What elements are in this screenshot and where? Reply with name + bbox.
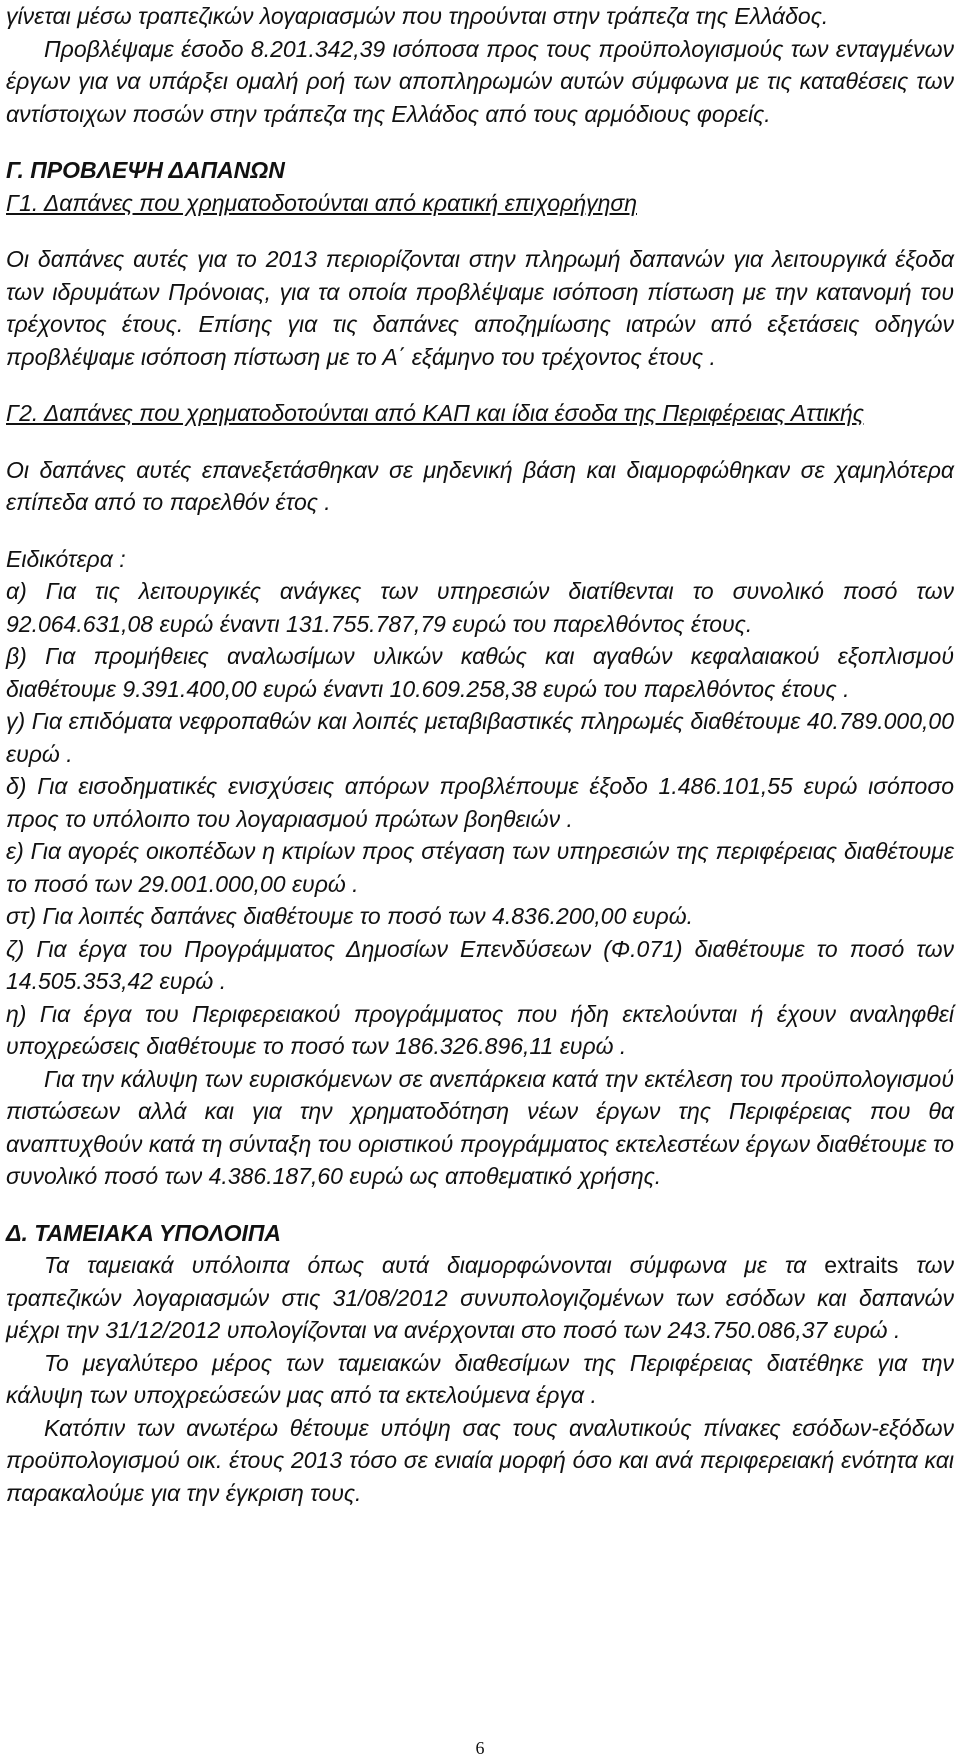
section-g-closing: Για την κάλυψη των ευρισκόμενων σε ανεπάρκεια κατά την εκτέλεση του προϋπολογισμού πιστώσεων αλλά και για την χρηματοδότηση νέων έργων της Περιφέρειας που θα αναπτυχθούν κατά τη σύνταξη του οριστικού προγράμματος εκτελεστέων έργων διαθέτουμε το συνολικό ποσό των 4.386.187,60 ευρώ ως αποθεματικό χρήσης. (6, 1065, 954, 1189)
list-item: ζ) Για έργα του Προγράμματος Δημοσίων Επενδύσεων (Φ.071) διαθέτουμε το ποσό των 14.505.353,42 ευρώ . (6, 935, 954, 994)
section-g2-text: Οι δαπάνες αυτές επανεξετάσθηκαν σε μηδενική βάση και διαμορφώθηκαν σε χαμηλότερα επίπεδα από το παρελθόν έτος . (6, 456, 954, 515)
expense-items-list (6, 575, 954, 1063)
section-d-p1-rest: των τραπεζικών λογαριασμών στις 31/08/2012 συνυπολογιζομένων των εσόδων και δαπανών μέχρι την 31/12/2012 υπολογίζονται να ανέρχονται στο ποσό των 243.750.086,37 ευρώ . (6, 1252, 954, 1343)
list-item: ε) Για αγορές οικοπέδων η κτιρίων προς στέγαση των υπηρεσιών της περιφέρειας διαθέτουμε το ποσό των 29.001.000,00 ευρώ . (6, 838, 954, 897)
section-g-title: Γ. ΠΡΟΒΛΕΨΗ ΔΑΠΑΝΩΝ (6, 157, 285, 183)
section-d-p1-start: Τα ταμειακά υπόλοιπα όπως αυτά διαμορφώνονται σύμφωνα με τα (44, 1252, 807, 1278)
list-item: η) Για έργα του Περιφερειακού προγράμματος που ήδη εκτελούνται ή έχουν αναληφθεί υποχρεώσεις διαθέτουμε το ποσό των 186.326.896,11 ευρώ . (6, 1000, 954, 1059)
list-item: β) Για προμήθειες αναλωσίμων υλικών καθώς και αγαθών κεφαλαιακού εξοπλισμού διαθέτουμε 9.391.400,00 ευρώ έναντι 10.609.258,38 ευρώ του παρελθόντος έτους . (6, 643, 954, 702)
document-page (6, 0, 954, 1509)
section-d-paragraph-1 (6, 1249, 954, 1347)
section-g1-text: Οι δαπάνες αυτές για το 2013 περιορίζονται στην πληρωμή δαπανών για λειτουργικά έξοδα των ιδρυμάτων Πρόνοιας, για τα οποία προβλέψαμε ισόποση πίστωση με την κατανομή του τρέχοντος έτους. Επίσης για τις δαπάνες αποζημίωσης ιατρών από εξετάσεις οδηγών προβλέψαμε ισόποση πίστωση με το Α΄ εξάμηνο του τρέχοντος έτους . (6, 246, 954, 370)
extraits-word: extraits (824, 1252, 899, 1278)
list-item: στ) Για λοιπές δαπάνες διαθέτουμε το ποσό των 4.836.200,00 ευρώ. (6, 903, 693, 929)
section-g2-title: Γ2. Δαπάνες που χρηματοδοτούνται από ΚΑΠ και ίδια έσοδα της Περιφέρειας Αττικής (6, 400, 864, 426)
section-d-paragraph-2: Το μεγαλύτερο μέρος των ταμειακών διαθεσίμων της Περιφέρειας διατέθηκε για την κάλυψη των υποχρεώσεών μας από τα εκτελούμενα έργα . (6, 1349, 954, 1408)
intro-paragraph-2: Προβλέψαμε έσοδο 8.201.342,39 ισόποσα προς τους προϋπολογισμούς των ενταγμένων έργων για να υπάρξει ομαλή ροή των αποπληρωμών αυτών σύμφωνα με τις καταθέσεις των αντίστοιχων ποσών στην τράπεζα της Ελλάδος από τους αρμόδιους φορείς. (6, 35, 954, 127)
section-g1-title: Γ1. Δαπάνες που χρηματοδοτούνται από κρατική επιχορήγηση (6, 189, 637, 216)
list-item: γ) Για επιδόματα νεφροπαθών και λοιπές μεταβιβαστικές πληρωμές διαθέτουμε 40.789.000,00 ευρώ . (6, 708, 954, 767)
specific-label: Ειδικότερα : (6, 545, 126, 572)
list-item: δ) Για εισοδηματικές ενισχύσεις απόρων προβλέπουμε έξοδο 1.486.101,55 ευρώ ισόποσο προς το υπόλοιπο του λογαριασμού πρώτων βοηθειών . (6, 773, 954, 832)
intro-paragraph-1: γίνεται μέσω τραπεζικών λογαριασμών που τηρούνται στην τράπεζα της Ελλάδος. (6, 3, 829, 29)
list-item: α) Για τις λειτουργικές ανάγκες των υπηρεσιών διατίθενται το συνολικό ποσό των 92.064.631,08 ευρώ έναντι 131.755.787,79 ευρώ του παρελθόντος έτους. (6, 578, 954, 637)
section-d-paragraph-3: Κατόπιν των ανωτέρω θέτουμε υπόψη σας τους αναλυτικούς πίνακες εσόδων-εξόδων προϋπολογισμού οικ. έτους 2013 τόσο σε ενιαία μορφή όσο και ανά περιφερειακή ενότητα και παρακαλούμε για την έγκριση τους. (6, 1414, 954, 1506)
page-number: 6 (475, 1738, 485, 1758)
section-d-title: Δ. ΤΑΜΕΙΑΚΑ ΥΠΟΛΟΙΠΑ (6, 1219, 282, 1246)
